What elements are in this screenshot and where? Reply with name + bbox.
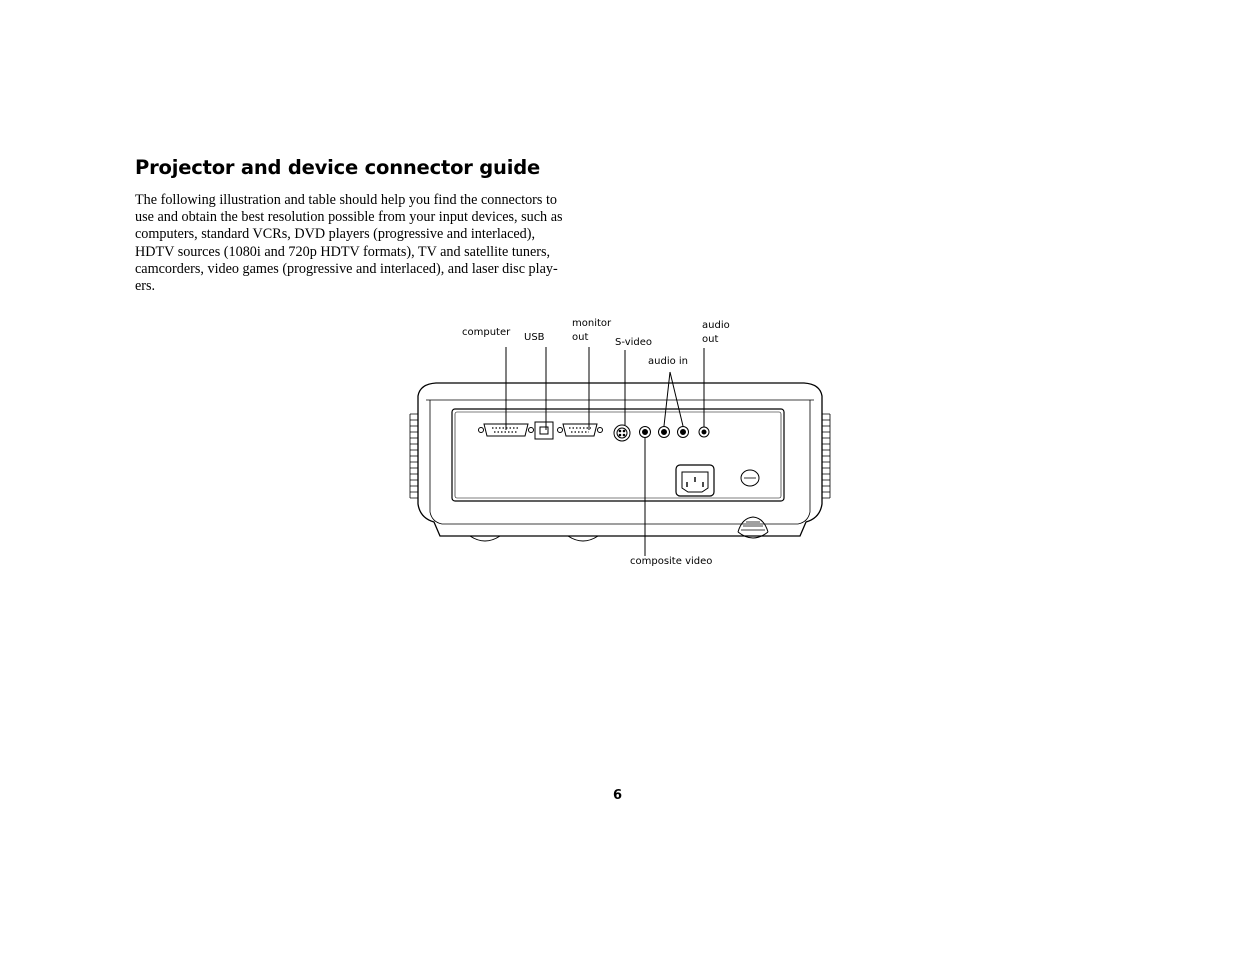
leader-lines <box>506 347 704 556</box>
audio-out-label-line: out <box>702 334 719 345</box>
power-socket <box>676 465 714 496</box>
intro-line: The following illustration and table should help you find the connectors to <box>135 192 557 208</box>
composite-video-jack <box>640 427 651 438</box>
usb-port <box>535 422 553 439</box>
monitor-out-label-line: out <box>572 332 589 343</box>
projector-feet <box>470 517 768 541</box>
s-video-label: S-video <box>615 337 653 348</box>
projector-body <box>418 383 822 536</box>
intro-line: use and obtain the best resolution possible from your input devices, such as <box>135 209 563 226</box>
left-vents <box>410 414 418 498</box>
monitor-out-label-line: monitor <box>572 318 612 329</box>
usb-label: USB <box>524 332 545 343</box>
intro-line: computers, standard VCRs, DVD players (progressive and interlaced), <box>135 226 536 243</box>
right-vents <box>822 414 830 498</box>
monitor-out-label <box>572 317 611 345</box>
audio-in-jack-right <box>678 427 689 438</box>
page-number: 6 <box>612 788 623 803</box>
audio-out-label-line: audio <box>702 320 730 331</box>
intro-line: ers. <box>135 278 156 295</box>
s-video-port <box>614 425 630 441</box>
audio-out-label <box>702 319 730 347</box>
audio-in-jack-left <box>659 427 670 438</box>
intro-line: HDTV sources (1080i and 720p HDTV formats), TV and satellite tuners, <box>135 243 551 260</box>
security-slot <box>741 470 759 486</box>
audio-in-label: audio in <box>648 356 689 367</box>
audio-out-jack <box>699 427 709 437</box>
monitor-out-port <box>558 424 603 436</box>
projector-connector-illustration <box>400 310 840 580</box>
page-title: Projector and device connector guide <box>135 156 540 179</box>
composite-video-label: composite video <box>630 556 713 567</box>
intro-line: camcorders, video games (progressive and interlaced), and laser disc play- <box>135 260 558 277</box>
computer-label: computer <box>462 327 511 338</box>
intro-paragraph <box>135 192 607 295</box>
